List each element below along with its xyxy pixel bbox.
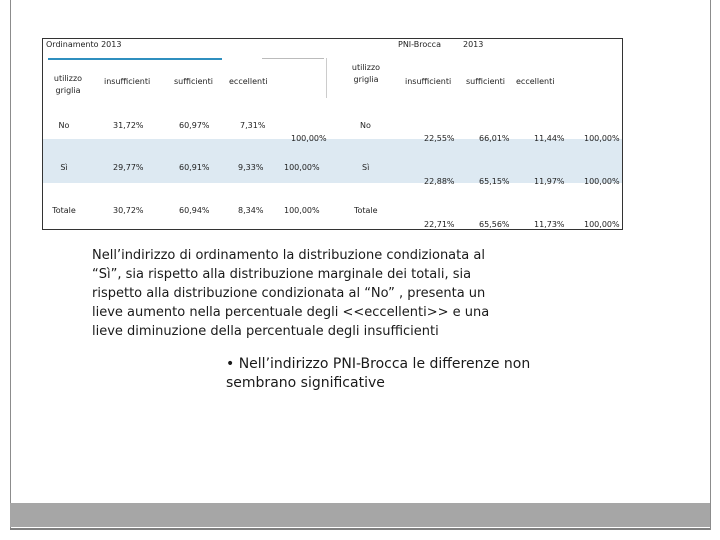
- row-no-left-totale: 100,00%: [291, 134, 327, 143]
- row-totale-right-label: Totale: [354, 206, 378, 215]
- row-si-left-sufficienti: 60,91%: [179, 163, 210, 172]
- left-table-title: Ordinamento 2013: [46, 40, 122, 49]
- row-si-right-eccellenti: 11,97%: [534, 177, 565, 186]
- row-totale-right-sufficienti: 65,56%: [479, 220, 510, 229]
- row-no-label: No: [58, 121, 70, 130]
- right-header-eccellenti: eccellenti: [516, 77, 555, 86]
- row-totale-right-totale: 100,00%: [584, 220, 620, 229]
- row-no-left-eccellenti: 7,31%: [240, 121, 266, 130]
- right-header-insufficienti: insufficienti: [405, 77, 452, 86]
- right-header-sufficienti: sufficienti: [466, 77, 505, 86]
- ordinamento-commentary: Nell’indirizzo di ordinamento la distribuzione condizionata al “Sì”, sia rispetto alla distribuzione marginale dei totali, sia rispetto alla distribuzione condizionata al “No” , presenta un lieve aumento nella percentuale degli <<eccellenti>> e una lieve diminuzione della percentuale degli insufficienti: [92, 248, 490, 339]
- row-totale-left-totale: 100,00%: [284, 206, 320, 215]
- row-totale-label: Totale: [52, 206, 76, 215]
- row-totale-right-eccellenti: 11,73%: [534, 220, 565, 229]
- row-no-right-eccellenti: 11,44%: [534, 134, 565, 143]
- row-totale-left-eccellenti: 8,34%: [238, 206, 264, 215]
- row-si-left-totale: 100,00%: [284, 163, 320, 172]
- row-si-right-sufficienti: 65,15%: [479, 177, 510, 186]
- row-no-left-sufficienti: 60,97%: [179, 121, 210, 130]
- header-rule: [262, 58, 324, 59]
- title-underline-accent: [48, 58, 222, 60]
- left-header-sufficienti: sufficienti: [174, 77, 213, 86]
- row-no-right-label: No: [360, 121, 371, 130]
- left-header-eccellenti: eccellenti: [229, 77, 268, 86]
- slide-left-border: [10, 0, 11, 530]
- pni-brocca-commentary: • Nell’indirizzo PNI-Brocca le differenze non sembrano significative: [226, 356, 531, 391]
- row-totale-left-insufficienti: 30,72%: [113, 206, 144, 215]
- row-si-label: Sì: [60, 163, 68, 172]
- row-si-right-label: Sì: [362, 163, 370, 172]
- row-no-right-totale: 100,00%: [584, 134, 620, 143]
- row-si-right-totale: 100,00%: [584, 177, 620, 186]
- row-totale-right-insufficienti: 22,71%: [424, 220, 455, 229]
- row-si-left-eccellenti: 9,33%: [238, 163, 264, 172]
- row-totale-left-sufficienti: 60,94%: [179, 206, 210, 215]
- row-no-right-insufficienti: 22,55%: [424, 134, 455, 143]
- row-no-right-sufficienti: 66,01%: [479, 134, 510, 143]
- row-no-left-insufficienti: 31,72%: [113, 121, 144, 130]
- slide-right-border: [710, 0, 711, 530]
- right-header-row-label: utilizzo griglia: [351, 63, 381, 84]
- table-divider: [326, 58, 327, 98]
- right-table-year: 2013: [463, 40, 484, 49]
- right-table-title: PNI-Brocca: [398, 40, 441, 49]
- left-header-insufficienti: insufficienti: [104, 77, 151, 86]
- row-si-left-insufficienti: 29,77%: [113, 163, 144, 172]
- slide-footer-bar: [10, 503, 710, 527]
- left-header-row-label: utilizzo griglia: [53, 74, 83, 95]
- row-si-right-insufficienti: 22,88%: [424, 177, 455, 186]
- slide-footer-line: [10, 528, 710, 530]
